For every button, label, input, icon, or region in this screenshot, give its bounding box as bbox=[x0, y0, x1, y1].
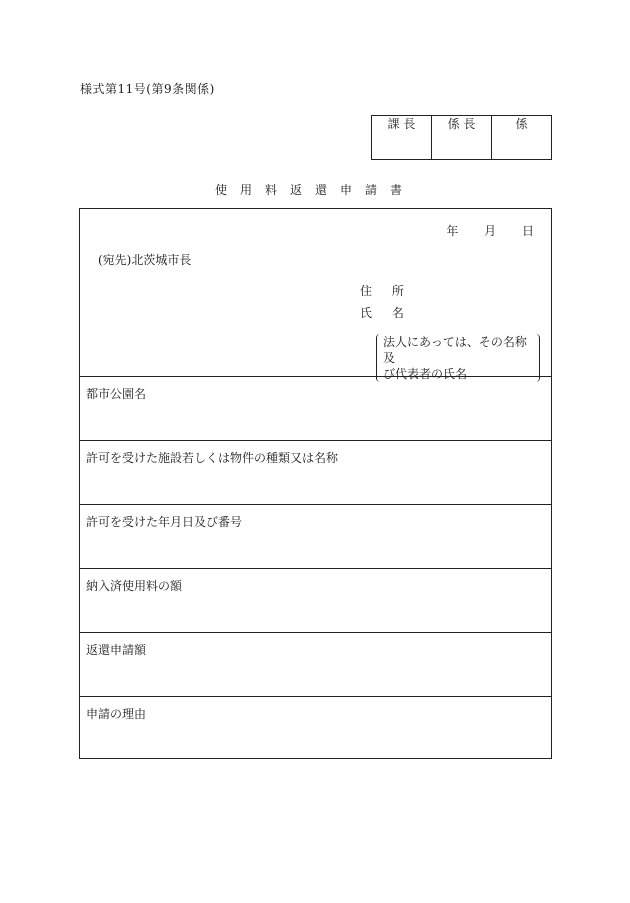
stamp-header-subsection-chief: 係 長 bbox=[432, 116, 492, 133]
addressee: (宛先)北茨城市長 bbox=[98, 253, 192, 267]
field-label: 許可を受けた施設若しくは物件の種類又は名称 bbox=[86, 451, 339, 465]
name-label: 氏 名 bbox=[360, 306, 412, 320]
approval-stamp-header-row bbox=[372, 116, 551, 133]
approval-stamp-body-row bbox=[372, 133, 551, 159]
stamp-box-subsection-chief[interactable] bbox=[432, 133, 492, 159]
stamp-box-staff[interactable] bbox=[492, 133, 551, 159]
corporate-note-line-1: 法人にあっては、その名称及 bbox=[383, 335, 527, 365]
applicant-section bbox=[80, 209, 551, 381]
field-label: 返還申請額 bbox=[86, 643, 147, 657]
document-title: 使用料返還申請書 bbox=[214, 183, 415, 197]
date-line[interactable]: 年 月 日 bbox=[446, 224, 534, 238]
field-label: 都市公園名 bbox=[86, 387, 147, 401]
field-paid-fee[interactable] bbox=[80, 569, 551, 633]
corporate-note bbox=[376, 334, 540, 382]
field-facility-type[interactable] bbox=[80, 441, 551, 505]
application-form bbox=[79, 208, 552, 759]
field-label: 許可を受けた年月日及び番号 bbox=[86, 515, 243, 529]
stamp-header-section-chief: 課 長 bbox=[372, 116, 432, 133]
address-label: 住 所 bbox=[360, 284, 412, 298]
field-permit-date-number[interactable] bbox=[80, 505, 551, 569]
corporate-note-line-2: び代表者の氏名 bbox=[383, 367, 468, 381]
field-label: 申請の理由 bbox=[86, 707, 147, 721]
form-number: 様式第11号(第9条関係) bbox=[80, 82, 215, 96]
field-refund-amount[interactable] bbox=[80, 633, 551, 697]
field-park-name[interactable] bbox=[80, 377, 551, 441]
stamp-header-staff: 係 bbox=[515, 117, 528, 131]
stamp-box-section-chief[interactable] bbox=[372, 133, 432, 159]
approval-stamp-table bbox=[371, 115, 552, 160]
field-reason[interactable] bbox=[80, 697, 551, 760]
field-label: 納入済使用料の額 bbox=[86, 579, 183, 593]
